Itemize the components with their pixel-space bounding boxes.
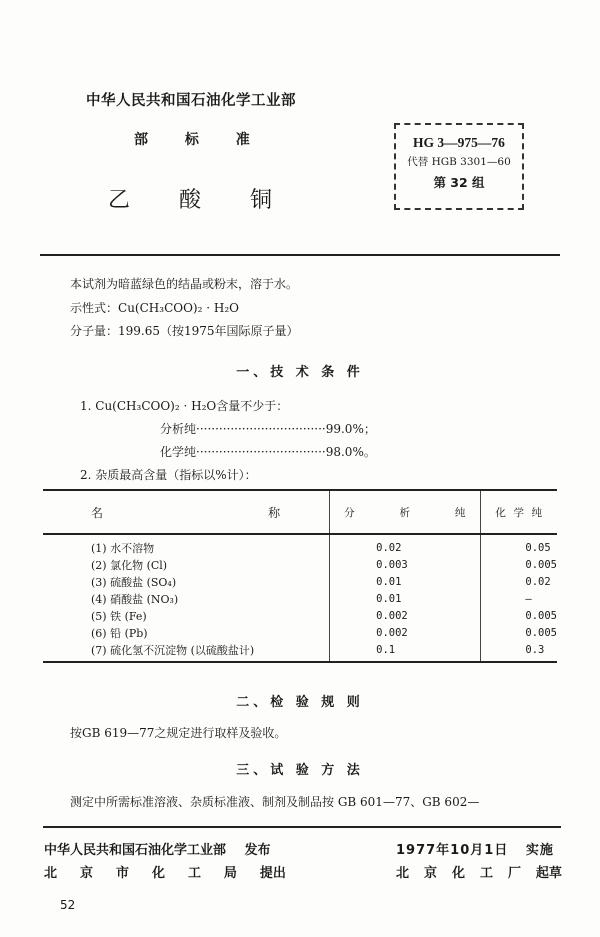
drafter-char: 京	[423, 866, 437, 881]
effective-date-line	[396, 839, 554, 858]
drafter-char: 厂	[507, 866, 521, 881]
table-header-row	[43, 490, 557, 534]
title-char: 铜	[250, 188, 273, 213]
drafter-char: 工	[479, 866, 493, 881]
header-chemical-grade	[481, 490, 557, 534]
ar-value: 0.002	[330, 607, 481, 624]
header-char: 称	[268, 505, 281, 520]
section-technical-conditions: 一、技 术 条 件	[236, 365, 364, 380]
cp-value: —	[481, 590, 557, 607]
ar-value: 0.01	[330, 590, 481, 607]
group-number: 第 32 组	[433, 175, 485, 190]
grade-label: 分析纯	[160, 422, 197, 436]
standard-code: HG 3—975—76	[413, 135, 505, 150]
impurity-name: (2) 氯化物 (Cl)	[91, 558, 168, 572]
formula-label: 示性式：	[70, 301, 119, 315]
impurity-name: (1) 水不溶物	[91, 541, 155, 555]
proposer-action: 提出	[259, 866, 286, 881]
document-title	[108, 183, 314, 214]
proposer-char: 化	[151, 866, 165, 881]
mw-value: 199.65（按1975年国际原子量）	[118, 324, 299, 338]
effective-date: 1977年10月1日	[396, 843, 509, 858]
header-char: 化	[495, 506, 506, 519]
grade-value: 98.0%。	[325, 445, 376, 459]
footer-divider	[43, 826, 561, 828]
standard-code-box	[394, 123, 524, 210]
publisher-action: 发布	[244, 843, 271, 858]
impurity-heading: 2. 杂质最高含量（指标以%计）：	[80, 468, 257, 482]
formula: Cu(CH₃COO)₂ · H₂O	[118, 301, 239, 315]
grade-label: 化学纯	[160, 445, 197, 459]
drafter-char: 北	[396, 866, 410, 881]
cp-value: 0.005	[481, 556, 557, 573]
drafter-action: 起草	[535, 866, 562, 881]
table-row	[43, 534, 557, 556]
impurity-name: (3) 硫酸盐 (SO₄)	[91, 575, 177, 589]
standard-label-char: 准	[235, 132, 250, 148]
formula-line	[70, 299, 239, 316]
drafter-char: 化	[451, 866, 465, 881]
ar-value: 0.02	[330, 534, 481, 556]
header-analytical-grade	[330, 490, 481, 534]
header-char: 纯	[531, 506, 542, 519]
impurity-table	[43, 489, 557, 663]
molecular-weight-line	[70, 322, 299, 339]
inspection-rules-text: 按GB 619—77之规定进行取样及验收。	[70, 726, 287, 740]
header-name	[43, 490, 330, 534]
impurity-name: (4) 硝酸盐 (NO₃)	[91, 592, 179, 606]
table-row	[43, 641, 557, 662]
effective-action: 实施	[525, 843, 554, 858]
header-char: 名	[91, 505, 104, 520]
proposer-char: 北	[44, 866, 58, 881]
proposer-char: 局	[223, 866, 237, 881]
proposer-char: 京	[79, 866, 93, 881]
standard-label-char: 部	[134, 132, 148, 148]
standard-label-char: 标	[184, 132, 199, 148]
table-row	[43, 556, 557, 573]
ministry-name: 中华人民共和国石油化学工业部	[86, 93, 296, 109]
header-char: 学	[513, 506, 524, 519]
table-row	[43, 590, 557, 607]
publisher: 中华人民共和国石油化学工业部	[44, 843, 227, 858]
title-char: 乙	[108, 188, 131, 213]
impurity-name: (7) 硫化氢不沉淀物 (以硫酸盐计)	[43, 641, 330, 662]
proposer-char: 市	[115, 866, 129, 881]
impurity-name: (6) 铅 (Pb)	[91, 626, 148, 640]
content-requirement: 1. Cu(CH₃COO)₂ · H₂O含量不少于：	[80, 399, 289, 413]
header-char: 分	[344, 506, 355, 519]
proposer-char: 工	[187, 866, 201, 881]
cp-value: 0.005	[481, 607, 557, 624]
publisher-line	[44, 839, 271, 858]
cp-value: 0.005	[481, 624, 557, 641]
cp-value: 0.3	[481, 641, 557, 662]
page-number: 52	[60, 898, 76, 912]
header-char: 析	[399, 506, 411, 519]
section-inspection-rules: 二、检 验 规 则	[236, 695, 364, 710]
header-divider	[40, 254, 560, 256]
leader-dots: ··································	[196, 422, 326, 436]
section-test-methods: 三、试 验 方 法	[236, 763, 364, 778]
cp-value: 0.02	[481, 573, 557, 590]
mw-label: 分子量：	[70, 324, 119, 338]
drafter-line	[396, 862, 562, 881]
grade-value: 99.0%；	[325, 422, 376, 436]
grade-cp-line	[160, 443, 376, 460]
proposer-line	[44, 862, 286, 881]
standard-label	[134, 129, 282, 149]
ar-value: 0.003	[330, 556, 481, 573]
ar-value: 0.002	[330, 624, 481, 641]
test-methods-text: 测定中所需标准溶液、杂质标准液、制剂及制品按 GB 601—77、GB 602—	[70, 795, 480, 809]
description: 本试剂为暗蓝绿色的结晶或粉末，溶于水。	[70, 277, 299, 291]
table-row	[43, 607, 557, 624]
ar-value: 0.01	[330, 573, 481, 590]
grade-ar-line	[160, 420, 376, 437]
title-char: 酸	[179, 188, 202, 213]
table-row	[43, 624, 557, 641]
cp-value: 0.05	[481, 534, 557, 556]
ar-value: 0.1	[330, 641, 481, 662]
replaces-code: 代替 HGB 3301—60	[407, 156, 511, 168]
table-row	[43, 573, 557, 590]
header-char: 纯	[454, 506, 466, 519]
impurity-name: (5) 铁 (Fe)	[91, 609, 147, 623]
leader-dots: ··································	[196, 445, 326, 459]
